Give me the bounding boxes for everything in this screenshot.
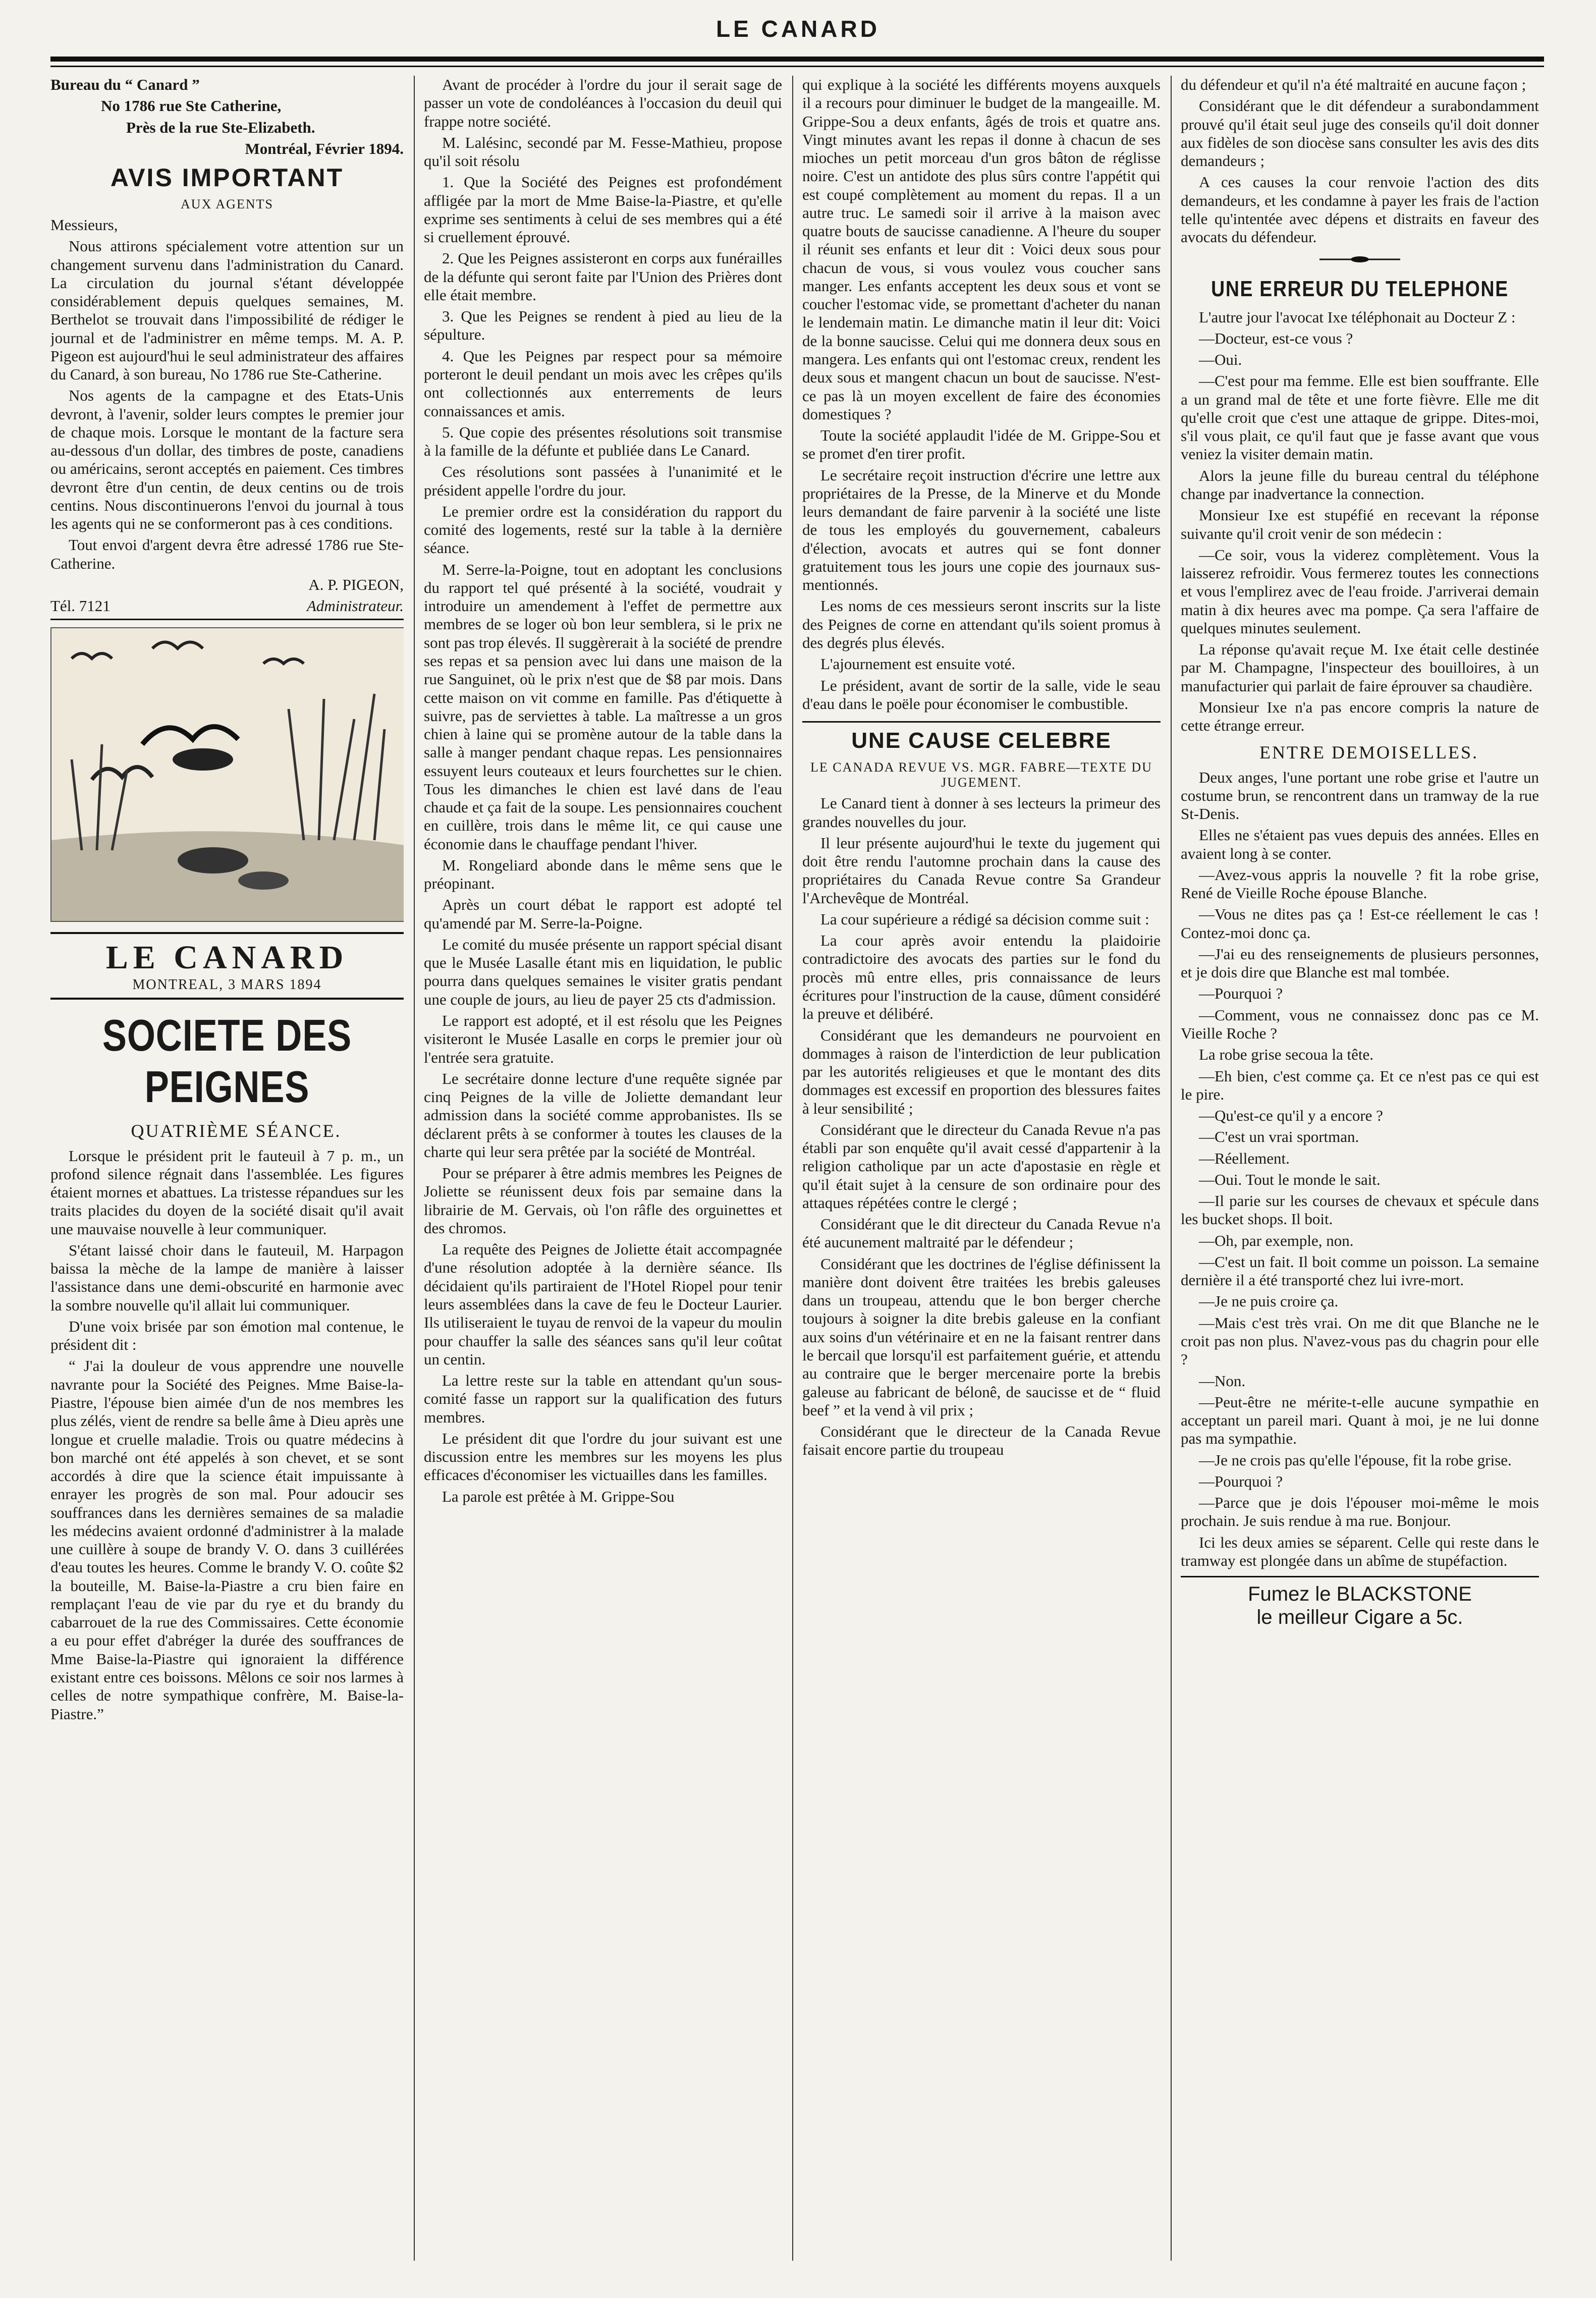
blackstone-ad xyxy=(1181,1576,1539,1629)
paragraph: La cour supérieure a rédigé sa décision comme suit : xyxy=(820,910,1149,928)
paragraph: Ces résolutions sont passées à l'unanimité et le président appelle l'ordre du jour. xyxy=(424,463,782,499)
ad-line: le meilleur Cigare a 5c. xyxy=(1256,1606,1463,1629)
paragraph: Toute la société applaudit l'idée de M. Grippe-Sou et se promet d'en tirer profit. xyxy=(802,426,1161,463)
resolution: 1. Que la Société des Peignes est profondément affligée par la mort de Mme Baise-la-Piastre, et qu'elle exprime ses sentiments à celui de ses membres qui a été si cruellement éprouvé. xyxy=(424,173,782,246)
newspaper-logo: LE CANARD xyxy=(105,939,349,976)
demoiselles-title: ENTRE DEMOISELLES. xyxy=(1259,742,1478,763)
column-divider xyxy=(414,76,415,2261)
paragraph: —C'est un vrai sportman. xyxy=(1199,1128,1359,1146)
paragraph: La cour après avoir entendu la plaidoirie contradictoire des avocats des parties sur le fond du procès mû entre elles, pris connaissance de leurs écritures pour l'instruction de la cause, dûment considéré la preuve et délibéré. xyxy=(802,932,1161,1023)
paragraph: du défendeur et qu'il n'a été maltraité en aucune façon ; xyxy=(1181,76,1526,93)
column-divider xyxy=(1171,76,1172,2261)
societe-title: SOCIETE DES PEIGNES xyxy=(102,1010,352,1112)
cause-title: UNE CAUSE CELEBRE xyxy=(802,721,1161,753)
paragraph: D'une voix brisée par son émotion mal contenue, le président dit : xyxy=(50,1317,404,1354)
erreur-title: UNE ERREUR DU TELEPHONE xyxy=(1211,277,1509,302)
resolution: 3. Que les Peignes se rendent à pied au lieu de la sépulture. xyxy=(424,307,782,344)
paragraph: Nos agents de la campagne et des Etats-Unis devront, à l'avenir, solder leurs comptes le premier jour de chaque mois. Lorsque le montant de la facture sera au-dessous d'un dollar, des timbres de poste, canadiens ou américains, seront acceptés en paiement. Ces timbres devront être d'un centin, de deux centins ou de trois centins. Nous discontinuerons l'envoi du journal à tous les agents qui ne se conformeront pas à ces conditions. xyxy=(50,387,404,533)
cause-subtitle: LE CANADA REVUE VS. MGR. FABRE—TEXTE DU JUGEMENT. xyxy=(810,759,1152,790)
paragraph: A ces causes la cour renvoie l'action des dits demandeurs, et les condamne à payer les frais de l'action telle qu'intentée avec dépens et distraits en faveur des avocats du défendeur. xyxy=(1181,173,1539,246)
paragraph: Le secrétaire reçoit instruction d'écrire une lettre aux propriétaires de la Presse, de la Minerve et du Monde leurs demandant de faire parvenir à la société une liste de tous les employés du gouvernement, cabaleurs d'élection, avocats et autres qui se font donner gratuitement tous les jours une copie des journaux sus-mentionnés. xyxy=(802,466,1161,594)
duck-illustration-svg xyxy=(51,628,404,921)
paragraph: Le premier ordre est la considération du rapport du comité des logements, resté sur la table à la dernière séance. xyxy=(424,502,782,557)
paragraph: La requête des Peignes de Joliette était accompagnée d'une résolution adoptée à la dernière séance. Ils décidaient qu'ils partiraient de l'Hotel Riopel pour tenir leurs assemblées dans la cave de feu le Docteur Laurier. Ils utiliseraient le tuyau de renvoi de la vapeur du moulin pour chauffer la salle des séances sans qu'il leur coûtat un centin. xyxy=(424,1240,782,1368)
paragraph: Considérant que les doctrines de l'église définissent la manière dont doivent être traitées les brebis galeuses dans un troupeau, attendu que le bon berger cherche toujours à soigner la dite brebis galeuse en la confiant aux soins d'un vétérinaire et en ne la faisant rentrer dans le bercail que lorsqu'il est parfaitement guérie, et attendu au contraire que le berger mercenaire porte la brebis galeuse au fabricant de bélonê, de saucisse et de “ fluid beef ” et la vend à vil prix ; xyxy=(802,1254,1161,1419)
column-2 xyxy=(424,76,782,2261)
paragraph: Le président dit que l'ordre du jour suivant est une discussion entre les membres sur les moyens les plus efficaces d'économiser les victuailles dans les familles. xyxy=(424,1429,782,1484)
paragraph: Il leur présente aujourd'hui le texte du jugement qui doit être rendu l'automne prochain dans la cause des propriétaires du Canada Revue contre Sa Grandeur l'Archevêque de Montréal. xyxy=(802,834,1161,907)
tel-row xyxy=(50,597,404,620)
salutation: Messieurs, xyxy=(50,215,118,234)
paragraph: Lorsque le président prit le fauteuil à 7 p. m., un profond silence régnait dans l'assemblée. Les figures étaient mornes et abattues. La tristesse répandues sur les traits placides du doyen de la société disait qu'il avait une mauvaise nouvelle à leur communiquer. xyxy=(50,1146,404,1238)
paragraph: Le secrétaire donne lecture d'une requête signée par cinq Peignes de la ville de Joliette demandant leur admission dans la société comme approbanistes. Ils se déclarent prêts à se conformer à toutes les clauses de la charte qui leur sera prêtée par la société de Montréal. xyxy=(424,1069,782,1161)
paragraph: L'autre jour l'avocat Ixe téléphonait au Docteur Z : xyxy=(1199,308,1516,326)
bureau-line: No 1786 rue Ste Catherine, xyxy=(101,97,282,115)
ornament-divider xyxy=(1181,251,1539,268)
paragraph: —C'est pour ma femme. Elle est bien souffrante. Elle a un grand mal de tête et une forte fièvre. Elle me dit qu'elle croit que c'est une attaque de grippe. Dites-moi, s'il vous plait, ce qu'il faut que je fasse avant que vous veniez la visiter demain matin. xyxy=(1181,372,1539,463)
duck-illustration xyxy=(50,627,404,922)
paragraph: Considérant que le dit directeur du Canada Revue n'a été aucunement maltraité par le défendeur ; xyxy=(802,1215,1161,1251)
paragraph: —Je ne puis croire ça. xyxy=(1199,1292,1339,1310)
paragraph: —Non. xyxy=(1199,1372,1246,1390)
resolution: 5. Que copie des présentes résolutions soit transmise à la famille de la défunte et publiée dans Le Canard. xyxy=(424,423,782,460)
bureau-line: Près de la rue Ste-Elizabeth. xyxy=(126,118,315,136)
seance-subtitle: QUATRIÈME SÉANCE. xyxy=(131,1121,342,1141)
paragraph: Après un court débat le rapport est adopté tel qu'amendé par M. Serre-la-Poigne. xyxy=(424,896,782,932)
paragraph: M. Serre-la-Poigne, tout en adoptant les conclusions du rapport tel qué présenté à la société, voudrait y introduire un amendement à l'effet de permettre aux membres de se loger où bon leur semblera, si le prix ne sont pas trop élevés. Il suggèrerait à la société de prendre ses repas et sa pension avec lui dans une maison de la rue Sanguinet, où le prix n'est que de $8 par mois. Dans cette maison on vit comme en famille. Pas d'étiquette à suivre, pas de serviettes à table. La maîtresse a un gros chien à laine qui se promène autour de la table dans la salle à manger pendant chaque repas. Les pensionnaires essuyent leurs couteaux et leurs fourchettes sur le chien. Tous les dimanches le chien est lavé dans de l'eau chaude et ça fait de la soupe. Les pensionnaires couchent en cuillère, trois dans le même lit, ce qui cause une économie dans le chauffage pendant l'hiver. xyxy=(424,560,782,853)
paragraph: —Vous ne dites pas ça ! Est-ce réellement le cas ! Contez-moi donc ça. xyxy=(1181,905,1539,942)
paragraph: Pour se préparer à être admis membres les Peignes de Joliette se réunissent deux fois par semaine dans la librairie de M. Gervais, où l'on râfle des orguinettes et des chromos. xyxy=(424,1164,782,1237)
paragraph: —Docteur, est-ce vous ? xyxy=(1199,329,1353,347)
paragraph: La robe grise secoua la tête. xyxy=(1199,1046,1373,1064)
column-3 xyxy=(802,76,1161,2261)
paragraph: —Peut-être ne mérite-t-elle aucune sympathie en acceptant un pareil mari. Quant à moi, je ne lui donne pas ma sympathie. xyxy=(1181,1393,1539,1448)
avis-subtitle: AUX AGENTS xyxy=(181,196,273,211)
paragraph: —Réellement. xyxy=(1199,1149,1290,1167)
bureau-line: Bureau du “ Canard ” xyxy=(50,76,200,93)
tel-number: Tél. 7121 xyxy=(50,597,111,615)
paragraph: —J'ai eu des renseignements de plusieurs personnes, et je dois dire que Blanche est mal tombée. xyxy=(1181,945,1539,981)
paragraph: Le comité du musée présente un rapport spécial disant que le Musée Lasalle étant mis en liquidation, le public pourra dans quelques semaines le visiter gratis pendant une couple de jours, au lieu de payer 25 cts d'admission. xyxy=(424,935,782,1008)
paragraph: —Qu'est-ce qu'il y a encore ? xyxy=(1199,1107,1383,1125)
paragraph: “ J'ai la douleur de vous apprendre une nouvelle navrante pour la Société des Peignes. Mme Baise-la-Piastre, l'épouse bien aimée d'un de nos membres les plus zélés, vient de rendre sa belle âme à Dieu après une longue et cruelle maladie. Trois ou quatre médecins à bon marché ont été appelés à son chevet, et se sont accordés à dire que la science était impuissante à enrayer les progrès de son mal. Pour adoucir ses souffrances dans les dernières semaines de sa maladie les médecins avaient ordonné d'administrer à la malade une cuillère à soupe de brandy V. O. dans 3 cuillérées d'eau toutes les heures. Comme le brandy V. O. coûte $2 la bouteille, M. Baise-la-Piastre a cru bien faire en remplaçant l'eau de vie par du rye et du brandy du cabarrouet de la rue des Commissaires. Cette économie a eu pour effet d'abréger la durée des souffrances de Mme Baise-la-Piastre qui ignoraient la différence existant entre ces boissons. Mêlons ce soir nos larmes à celles de notre sympathique confrère, M. Baise-la-Piastre.” xyxy=(50,1357,404,1723)
paragraph: Le Canard tient à donner à ses lecteurs la primeur des grandes nouvelles du jour. xyxy=(802,794,1161,831)
paragraph: Considérant que le dit défendeur a surabondamment prouvé qu'il était seul juge des conseils qu'il doit donner aux fidèles de son diocèse sans consulter les avis des dits demandeurs ; xyxy=(1181,97,1539,170)
paragraph: —C'est un fait. Il boit comme un poisson. La semaine dernière il a été transporté chez lui ivre-mort. xyxy=(1181,1252,1539,1289)
logo-banner xyxy=(50,932,404,1000)
paragraph: —Oui. Tout le monde le sait. xyxy=(1199,1170,1381,1188)
masthead-rule-thin xyxy=(50,66,1544,67)
column-4 xyxy=(1181,76,1539,2261)
resolution: 2. Que les Peignes assisteront en corps aux funérailles de la défunte qui seront faite par l'Union des Prières dont elle était membre. xyxy=(424,249,782,304)
paragraph: M. Rongeliard abonde dans le même sens que le préopinant. xyxy=(424,856,782,893)
paragraph: —Comment, vous ne connaissez donc pas ce M. Vieille Roche ? xyxy=(1181,1006,1539,1043)
paragraph: Nous attirons spécialement votre attention sur un changement survenu dans l'administration du Canard. La circulation du journal s'étant développée considérablement depuis quelques semaines, M. Berthelot se trouvait dans l'impossibilité de rédiger le journal et de l'administrer en même temps. M. A. P. Pigeon est aujourd'hui le seul administrateur des affaires du Canard, à son bureau, No 1786 rue Ste-Catherine. xyxy=(50,237,404,384)
paragraph: La lettre reste sur la table en attendant qu'un sous-comité fasse un rapport sur la qualification des futurs membres. xyxy=(424,1372,782,1426)
paragraph: Ici les deux amies se séparent. Celle qui reste dans le tramway est plongée dans un abîme de stupéfaction. xyxy=(1181,1533,1539,1569)
paragraph: Tout envoi d'argent devra être adressé 1786 rue Ste-Catherine. xyxy=(50,536,404,572)
paragraph: Elles ne s'étaient pas vues depuis des années. Elles en avaient long à se conter. xyxy=(1181,826,1539,862)
admin-title: Administrateur. xyxy=(306,597,404,615)
paragraph: Le président, avant de sortir de la salle, vide le seau d'eau dans le poële pour économiser le combustible. xyxy=(802,676,1161,713)
paragraph: —Ce soir, vous la viderez complètement. Vous la laisserez refroidir. Vous fermerez toutes les connections et vous l'emplirez avec de l'eau froide. J'arriverai demain matin à dix heures avec ma pompe. Ça sera l'affaire de quelques minutes seulement. xyxy=(1181,545,1539,637)
resolution: 4. Que les Peignes par respect pour sa mémoire porteront le deuil pendant un mois avec les crêpes qu'ils ont collectionnés aux enterrements de leurs connaissances et amis. xyxy=(424,347,782,420)
paragraph: Considérant que le directeur de la Canada Revue faisait encore partie du troupeau xyxy=(802,1422,1161,1459)
paragraph: La réponse qu'avait reçue M. Ixe était celle destinée par M. Champagne, l'inspecteur des bouilloires, à un manufacturier qui parlait de faire éprouver sa chaudière. xyxy=(1181,640,1539,695)
dateline: Montréal, Février 1894. xyxy=(245,139,404,157)
paragraph: qui explique à la société les différents moyens auxquels il a recours pour diminuer le budget de la mangeaille. M. Grippe-Sou a deux enfants, âgés de trois et quatre ans. Vingt minutes avant les repas il donne à chacun de ses mioches un petit morceau d'un gros bâton de réglisse noire. C'est un antidote des plus sûrs contre l'appétit qui est coupé complètement au moment du repas. Il a un autre truc. Le samedi soir il arrive à la maison avec quatre bouts de saucisse canadienne. A l'heure du souper il réunit ses enfants et leur dit : Voici deux sous pour chacun de vous, si vous voulez vous coucher sans manger. Les enfants acceptent les deux sous et vont se coucher l'estomac vide, se promettant d'acheter du nanan le lendemain matin. Le dimanche matin il leur dit: Voici de la bonne saucisse. Celui qui me donnera deux sous en mangera. Les enfants qui ont l'estomac creux, rendent les deux sous et mangent chacun un bout de saucisse. N'est-ce pas là un moyen excellent de faire des économies domestiques ? xyxy=(802,76,1161,423)
paragraph: Le rapport est adopté, et il est résolu que les Peignes visiteront le Musée Lasalle en corps le premier jour où l'entrée sera gratuite. xyxy=(424,1012,782,1066)
ad-line: Fumez le BLACKSTONE xyxy=(1248,1583,1472,1606)
paragraph: —Oh, par exemple, non. xyxy=(1199,1231,1354,1249)
signature: A. P. PIGEON, xyxy=(308,576,404,594)
paragraph: —Je ne crois pas qu'elle l'épouse, fit la robe grise. xyxy=(1199,1451,1512,1469)
ornament-svg xyxy=(1319,255,1400,263)
column-1 xyxy=(50,76,404,2261)
paragraph: —Eh bien, c'est comme ça. Et ce n'est pas ce qui est le pire. xyxy=(1181,1067,1539,1103)
paragraph: —Pourquoi ? xyxy=(1199,1472,1283,1490)
paragraph: —Pourquoi ? xyxy=(1199,984,1283,1003)
paragraph: L'ajournement est ensuite voté. xyxy=(820,655,1016,673)
paragraph: —Oui. xyxy=(1199,351,1242,369)
column-divider xyxy=(792,76,793,2261)
paragraph: —Mais c'est très vrai. On me dit que Blanche ne le croit pas non plus. N'avez-vous pas du chagrin pour elle ? xyxy=(1181,1314,1539,1369)
paragraph: —Parce que je dois l'épouser moi-même le mois prochain. Je suis rendue à ma rue. Bonjour. xyxy=(1181,1494,1539,1530)
paragraph: S'étant laissé choir dans le fauteuil, M. Harpagon baissa la mèche de la lampe de manière à laisser l'assistance dans une demi-obscurité en harmonie avec la sombre nouvelle qu'il allait lui communiquer. xyxy=(50,1241,404,1314)
paragraph: —Avez-vous appris la nouvelle ? fit la robe grise, René de Vieille Roche épouse Blanche. xyxy=(1181,865,1539,902)
masthead-rule xyxy=(50,57,1544,62)
issue-date: MONTREAL, 3 MARS 1894 xyxy=(132,976,322,993)
avis-title: AVIS IMPORTANT xyxy=(110,163,344,192)
paragraph: Deux anges, l'une portant une robe grise et l'autre un costume brun, se rencontrent dans un tramway de la rue St-Denis. xyxy=(1181,768,1539,823)
paragraph: Considérant que les demandeurs ne pourvoient en dommages à raison de l'interdiction de leur publication par les autorités religieuses et que le montant des dits dommages est excessif en proportion des blessures faites à leur sensibilité ; xyxy=(802,1026,1161,1117)
paragraph: M. Lalésinc, secondé par M. Fesse-Mathieu, propose qu'il soit résolu xyxy=(424,133,782,170)
paragraph: Considérant que le directeur du Canada Revue n'a pas établi par son enquête qu'il avait cessé d'appartenir à la religion catholique par un acte d'apostasie en règle et qu'il était sujet à la censure de son ordinaire pour des attaques répétées contre le clergé ; xyxy=(802,1120,1161,1212)
masthead: LE CANARD xyxy=(716,16,880,42)
paragraph: Monsieur Ixe n'a pas encore compris la nature de cette étrange erreur. xyxy=(1181,698,1539,735)
paragraph: —Il parie sur les courses de chevaux et spécule dans les bucket shops. Il boit. xyxy=(1181,1192,1539,1228)
paragraph: Avant de procéder à l'ordre du jour il serait sage de passer un vote de condoléances à l'occasion du deuil qui frappe notre société. xyxy=(424,76,782,130)
paragraph: Les noms de ces messieurs seront inscrits sur la liste des Peignes de corne en attendant qu'ils soient promus à des degrés plus élevés. xyxy=(802,597,1161,651)
paragraph: Monsieur Ixe est stupéfié en recevant la réponse suivante qu'il croit venir de son médecin : xyxy=(1181,506,1539,542)
paragraph: La parole est prêtée à M. Grippe-Sou xyxy=(442,1487,675,1505)
paragraph: Alors la jeune fille du bureau central du téléphone change par inadvertance la connection. xyxy=(1181,466,1539,503)
